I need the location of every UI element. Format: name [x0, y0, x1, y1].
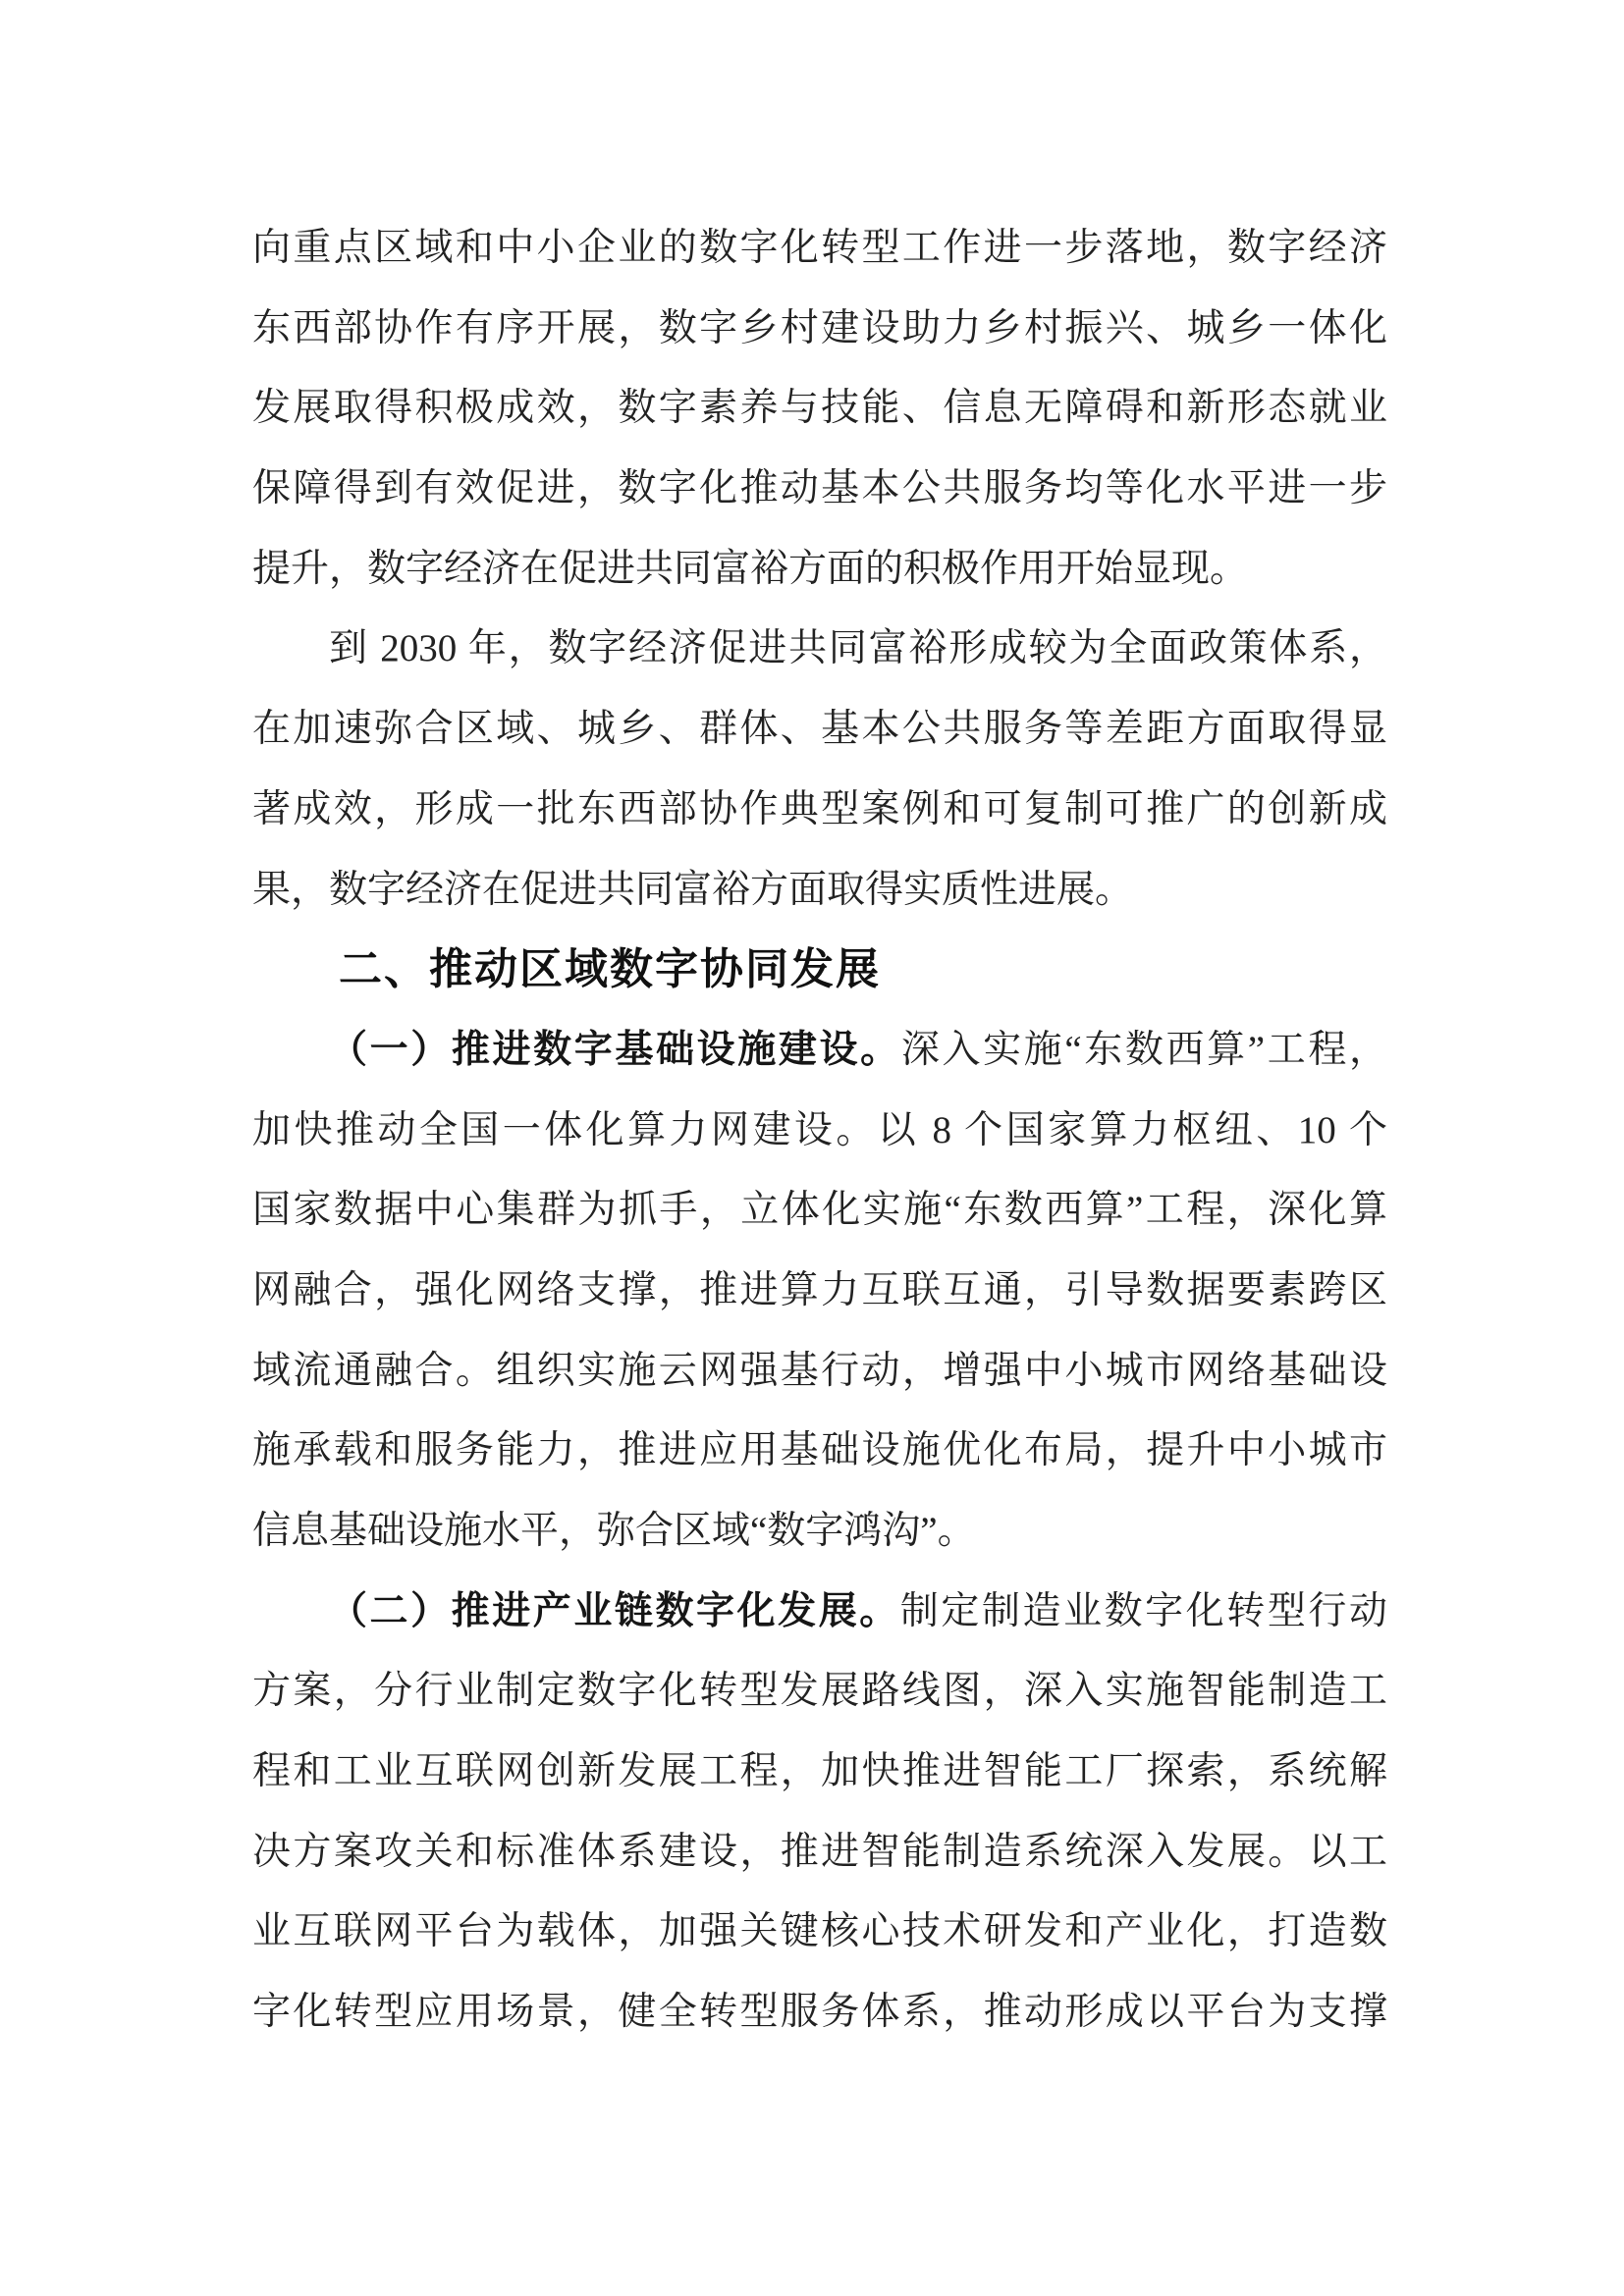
paragraph-line: 在加速弥合区域、城乡、群体、基本公共服务等差距方面取得显 [252, 708, 1387, 751]
paragraph-line [252, 1010, 1387, 1091]
paragraph-line: 施承载和服务能力，推进应用基础设施优化布局，提升中小城市 [252, 1429, 1387, 1472]
paragraph-line: 方案，分行业制定数字化转型发展路线图，深入实施智能制造工 [252, 1670, 1387, 1713]
paragraph-line: 域流通融合。组织实施云网强基行动，增强中小城市网络基础设 [252, 1349, 1387, 1392]
paragraph-line: 国家数据中心集群为抓手，立体化实施“东数西算”工程，深化算 [252, 1189, 1387, 1232]
paragraph-line: 决方案攻关和标准体系建设，推进智能制造系统深入发展。以工 [252, 1830, 1387, 1873]
paragraph-line: 保障得到有效促进，数字化推动基本公共服务均等化水平进一步 [252, 467, 1387, 510]
paragraph-line: 向重点区域和中小企业的数字化转型工作进一步落地，数字经济 [252, 227, 1387, 269]
section-heading: 二、推动区域数字协同发展 [339, 945, 881, 994]
subsection-lead: （一）推进数字基础设施建设。 [329, 1028, 901, 1071]
text-block [252, 208, 1387, 2053]
paragraph-text: 深入实施“东数西算”工程， [900, 1028, 1387, 1071]
paragraph-line: 信息基础设施水平，弥合区域“数字鸿沟”。 [252, 1510, 976, 1552]
paragraph-line: 网融合，强化网络支撑，推进算力互联互通，引导数据要素跨区 [252, 1268, 1387, 1311]
paragraph-line: 程和工业互联网创新发展工程，加快推进智能工厂探索，系统解 [252, 1750, 1387, 1793]
paragraph-line: 著成效，形成一批东西部协作典型案例和可复制可推广的创新成 [252, 787, 1387, 830]
paragraph-line: 果，数字经济在促进共同富裕方面取得实质性进展。 [252, 868, 1134, 911]
paragraph-line [252, 1572, 1387, 1652]
paragraph-line: 加快推动全国一体化算力网建设。以 8 个国家算力枢纽、10 个 [252, 1108, 1387, 1151]
paragraph-line: 到 2030 年，数字经济促进共同富裕形成较为全面政策体系， [329, 627, 1387, 670]
paragraph-line: 字化转型应用场景，健全转型服务体系，推动形成以平台为支撑 [252, 1991, 1387, 2034]
paragraph-line: 业互联网平台为载体，加强关键核心技术研发和产业化，打造数 [252, 1910, 1387, 1953]
paragraph-line: 东西部协作有序开展，数字乡村建设助力乡村振兴、城乡一体化 [252, 306, 1387, 349]
paragraph-line: 提升，数字经济在促进共同富裕方面的积极作用开始显现。 [252, 547, 1249, 590]
subsection-lead: （二）推进产业链数字化发展。 [329, 1589, 900, 1632]
paragraph-text: 制定制造业数字化转型行动 [899, 1589, 1387, 1632]
paragraph-line: 发展取得积极成效，数字素养与技能、信息无障碍和新形态就业 [252, 387, 1387, 430]
